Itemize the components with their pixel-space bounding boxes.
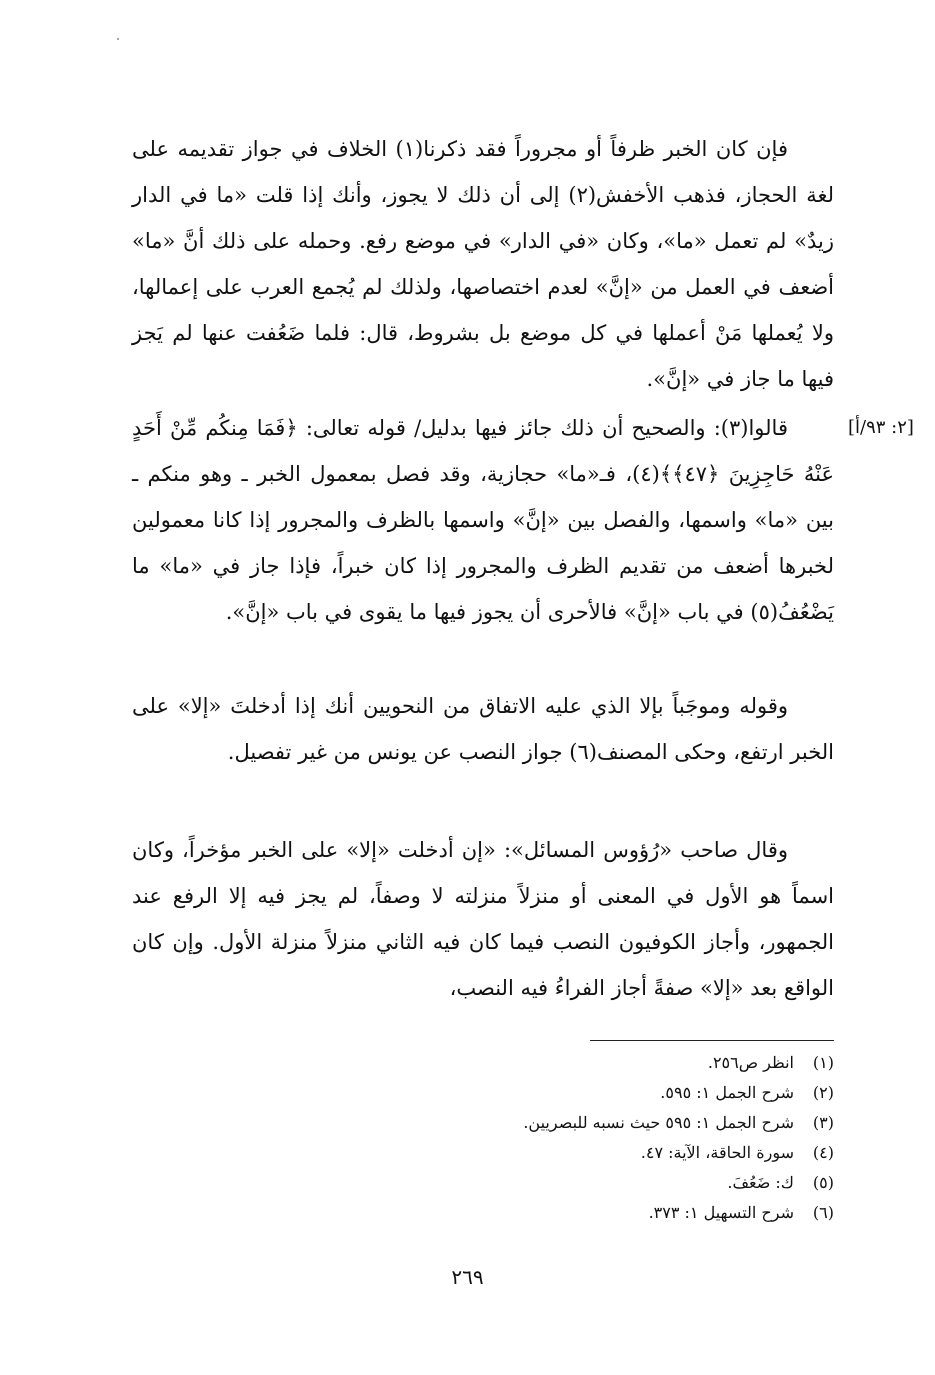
footnote-number: (٢): [812, 1083, 834, 1102]
footnote-item: [300, 1078, 834, 1108]
footnote-number: (٣): [812, 1113, 834, 1132]
footnote-item: [300, 1168, 834, 1198]
footnote-text: ك: ضَعُفَ.: [727, 1173, 794, 1192]
footnote-text: سورة الحاقة، الآية: ٤٧.: [640, 1143, 794, 1162]
footnote-text: شرح الجمل ١: ٥٩٥ حيث نسبه للبصريين.: [523, 1113, 794, 1132]
paragraph-mujaban-bi-illa: وقوله وموجَباً بإلا الذي عليه الاتفاق من النحويين أنك إذا أدخلتَ «إلا» على الخبر ارتفع، وحكى المصنف(٦) جواز النصب عن يونس من غير تفصيل.: [132, 694, 834, 764]
paragraph-ruus-al-masail: وقال صاحب «رُؤوس المسائل»: «إن أدخلت «إلا» على الخبر مؤخراً، وكان اسماً هو الأول في المعنى أو منزلاً منزلته لا وصفاً، لم يجز فيه إلا الرفع عند الجمهور، وأجاز الكوفيون النصب فيما كان فيه الثاني منزلاً منزلة الأول. وإن كان الواقع بعد «إلا» صفةً أجاز الفراءُ فيه النصب،: [132, 838, 834, 1000]
footnote-text: شرح التسهيل ١: ٣٧٣.: [648, 1203, 794, 1222]
footnote-separator: [590, 1040, 834, 1041]
footnote-number: (١): [812, 1053, 834, 1072]
footnote-number: (٤): [812, 1143, 834, 1162]
scan-speck: [117, 38, 119, 40]
manuscript-page-reference: [٢: ٩٣/أ]: [848, 417, 914, 438]
footnotes-list: [300, 1048, 834, 1228]
paragraph-tafsir-khabar-zarf: فإن كان الخبر ظرفاً أو مجروراً فقد ذكرنا(١) الخلاف في جواز تقديمه على لغة الحجاز، فذهب الأخفش(٢) إلى أن ذلك لا يجوز، وأنك إذا قلت «ما في الدار زيدٌ» لم تعمل «ما»، وكان «في الدار» في موضع رفع. وحمله على ذلك أنَّ «ما» أضعف في العمل من «إنَّ» لعدم اختصاصها، ولذلك لم يُجمع العرب على إعمالها، ولا يُعملها مَنْ أعملها في كل موضع بل بشروط، قال: فلما ضَعُفت عنها لم يَجز فيها ما جاز في «إنَّ».: [132, 137, 834, 391]
footnote-item: [300, 1138, 834, 1168]
footnote-number: (٦): [812, 1203, 834, 1222]
footnote-text: شرح الجمل ١: ٥٩٥.: [660, 1083, 794, 1102]
footnote-item: [300, 1108, 834, 1138]
footnote-item: [300, 1048, 834, 1078]
footnote-text: انظر ص٢٥٦.: [707, 1053, 794, 1072]
paragraph-qalu-sahih: قالوا(٣): والصحيح أن ذلك جائز فيها بدليل/ قوله تعالى: ﴿فَمَا مِنكُم مِّنْ أَحَدٍ عَنْهُ حَاجِزِينَ ﴿٤٧﴾﴾(٤)، فـ«ما» حجازية، وقد فصل بمعمول الخبر ـ وهو منكم ـ بين «ما» واسمها، والفصل بين «إنَّ» واسمها بالظرف والمجرور إذا كانا معمولين لخبرها أضعف من تقديم الظرف والمجرور إذا كان خبراً، فإذا جاز في «ما» ما يَضْعُفُ(٥) في باب «إنَّ» فالأحرى أن يجوز فيها ما يقوى في باب «إنَّ».: [132, 416, 834, 624]
footnote-number: (٥): [812, 1173, 834, 1192]
page-number: ٢٦٩: [451, 1265, 484, 1289]
footnote-item: [300, 1198, 834, 1228]
